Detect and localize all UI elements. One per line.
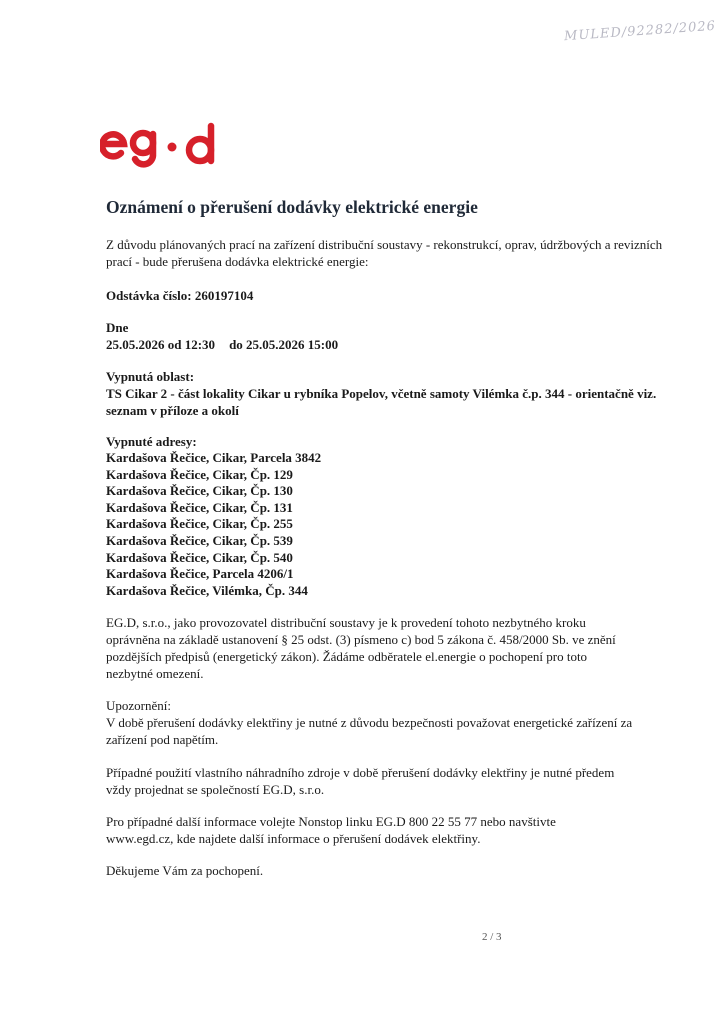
outage-dates xyxy=(106,319,666,353)
outage-number-label: Odstávka číslo: xyxy=(106,288,192,303)
warning-block xyxy=(106,697,651,748)
address-item: Kardašova Řečice, Cikar, Čp. 255 xyxy=(106,516,293,532)
generator-note: Případné použití vlastního náhradního zdroje v době přerušení dodávky elektřiny je nutné předem vždy projednat se společností EG.D, s.r.o. xyxy=(106,765,615,797)
address-item: Kardašova Řečice, Cikar, Parcela 3842 xyxy=(106,450,322,465)
contact-paragraph: Pro případné další informace volejte Nonstop linku EG.D 800 22 55 77 nebo navštivte www.egd.cz, kde najdete další informace o přerušení dodávek elektřiny. xyxy=(106,814,556,846)
address-list xyxy=(106,450,666,599)
intro-paragraph: Z důvodu plánovaných prací na zařízení distribuční soustavy - rekonstrukcí, oprav, údržbových a revizních prací - bude přerušena dodávka elektrické energie: xyxy=(106,237,663,269)
affected-addresses xyxy=(106,433,666,599)
address-item: Kardašova Řečice, Cikar, Čp. 539 xyxy=(106,532,293,548)
legal-paragraph: EG.D, s.r.o., jako provozovatel distribuční soustavy je k provedení tohoto nezbytného kroku oprávněna na základě ustanovení § 25 odst. (3) písmeno c) bod 5 zákona č. 458/2000 Sb. ve znění pozdějších předpisů (energetický zákon). Žádáme odběratele el.energie o pochopení pro toto nezbytné omezení. xyxy=(106,615,616,681)
handwritten-reference: MULED/92282/2026 xyxy=(563,18,717,45)
affected-area-label: Vypnutá oblast: xyxy=(106,369,195,384)
egd-logo xyxy=(100,122,224,175)
address-item: Kardašova Řečice, Cikar, Čp. 131 xyxy=(106,499,293,515)
address-item: Kardašova Řečice, Cikar, Čp. 540 xyxy=(106,549,293,565)
affected-addresses-label: Vypnuté adresy: xyxy=(106,434,197,449)
outage-number xyxy=(106,287,666,304)
outage-number-value: 260197104 xyxy=(194,288,254,303)
address-item: Kardašova Řečice, Parcela 4206/1 xyxy=(106,566,294,582)
outage-day-label: Dne xyxy=(106,320,129,335)
affected-area xyxy=(106,368,696,419)
warning-text: V době přerušení dodávky elektřiny je nutné z důvodu bezpečnosti považovat energetické zařízení za zařízení pod napětím. xyxy=(106,715,633,747)
outage-from: 25.05.2026 od 12:30 xyxy=(106,337,216,352)
page-number: 2 / 3 xyxy=(482,931,502,943)
address-item: Kardašova Řečice, Vilémka, Čp. 344 xyxy=(106,582,308,598)
affected-area-text: TS Cikar 2 - část lokality Cikar u rybníka Popelov, včetně samoty Vilémka č.p. 344 - orientačně viz. seznam v příloze a okolí xyxy=(106,386,657,418)
outage-date-range xyxy=(106,336,666,353)
warning-label: Upozornění: xyxy=(106,698,171,713)
thanks-line: Děkujeme Vám za pochopení. xyxy=(106,863,264,878)
egd-logo-mark xyxy=(100,122,224,170)
address-item: Kardašova Řečice, Cikar, Čp. 130 xyxy=(106,483,293,499)
notice-title: Oznámení o přerušení dodávky elektrické energie xyxy=(106,197,478,217)
address-item: Kardašova Řečice, Cikar, Čp. 129 xyxy=(106,466,293,482)
outage-to: do 25.05.2026 15:00 xyxy=(229,337,339,352)
